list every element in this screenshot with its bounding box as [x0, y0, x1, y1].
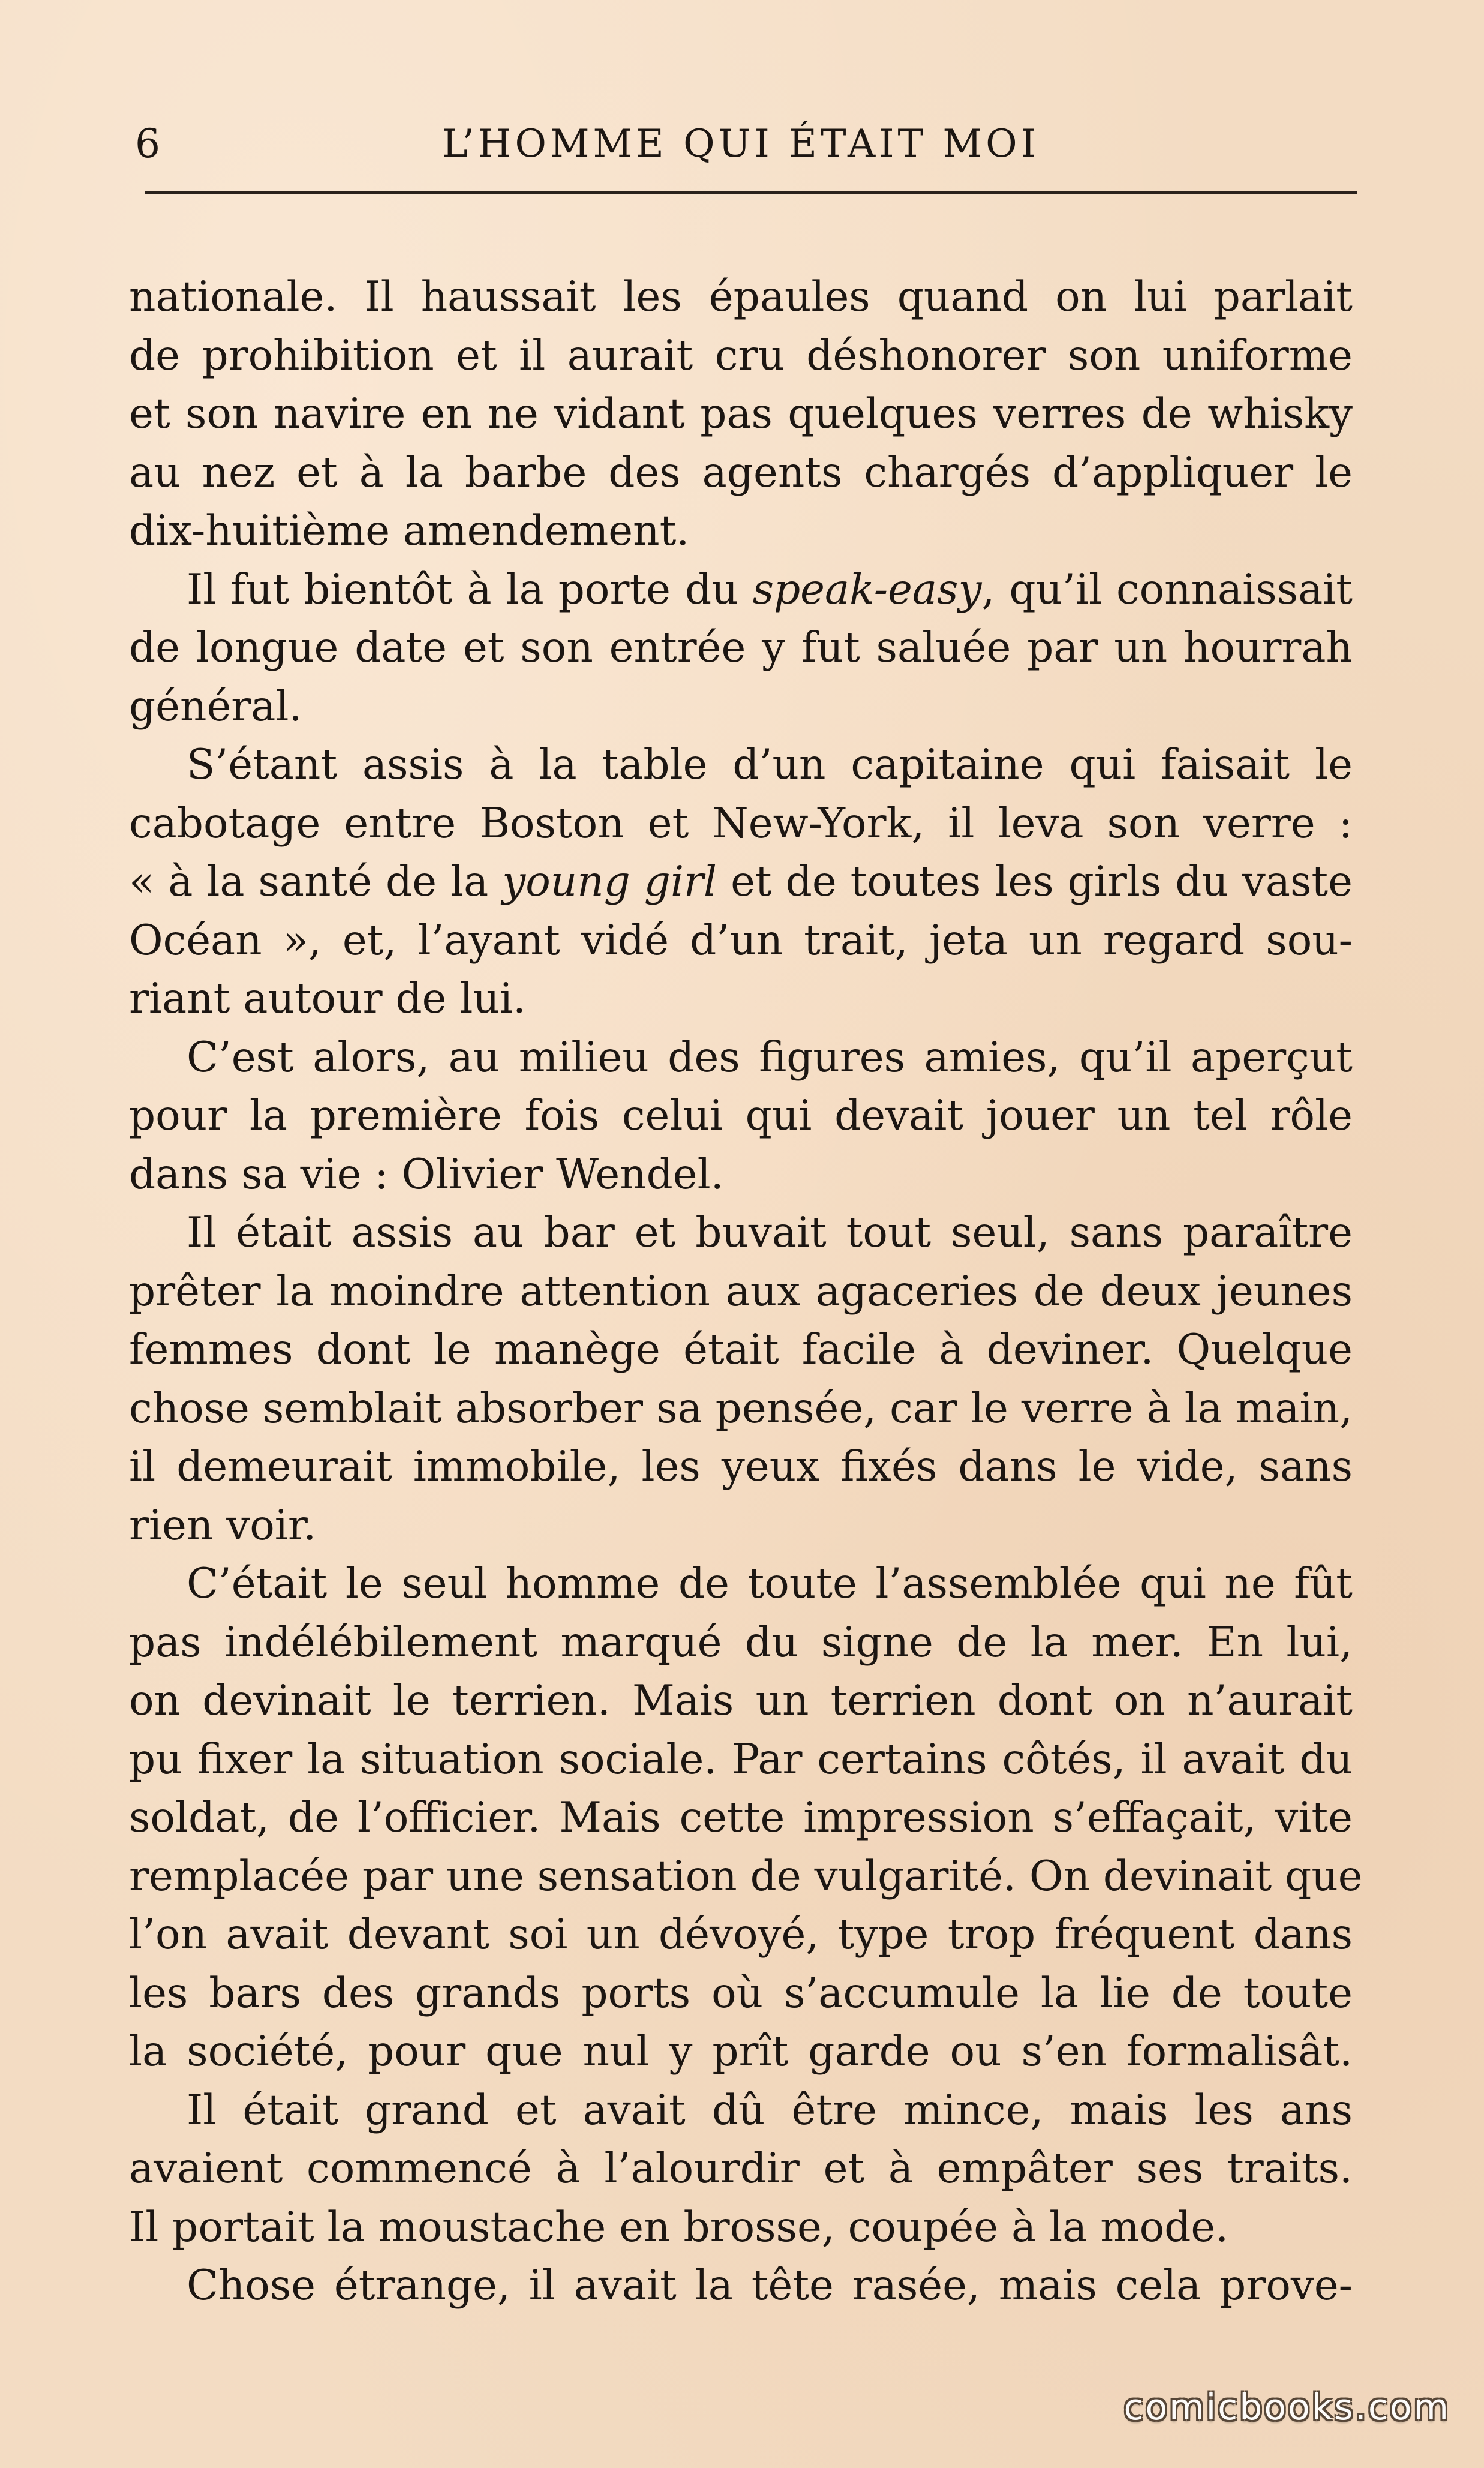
text-line: au nez et à la barbe des agents chargés d’appliquer le [129, 448, 1353, 497]
page-number: 6 [135, 121, 161, 167]
body-text [129, 268, 1363, 2316]
text-line: et son navire en ne vidant pas quelques verres de whisky [129, 390, 1353, 438]
text-line: les bars des grands ports où s’accumule la lie de toute [129, 1969, 1353, 2017]
text-line: soldat, de l’officier. Mais cette impression s’effaçait, vite [129, 1794, 1353, 1842]
text-line: Il portait la moustache en brosse, coupée à la mode. [129, 2203, 1229, 2251]
text-line: Il était assis au bar et buvait tout seul, sans paraître [187, 1209, 1353, 1257]
text-line: cabotage entre Boston et New-York, il leva son verre : [129, 799, 1353, 848]
text-line: dix-huitième amendement. [129, 507, 690, 555]
italic-phrase: speak-easy [752, 565, 982, 614]
header-rule [145, 191, 1357, 194]
text-line: C’était le seul homme de toute l’assemblée qui ne fût [187, 1560, 1353, 1608]
watermark: comicbooks.com [1123, 2386, 1450, 2428]
text-line: il demeurait immobile, les yeux fixés dans le vide, sans [129, 1443, 1353, 1491]
text-line: Il était grand et avait dû être mince, mais les ans [187, 2086, 1353, 2134]
text-line: de longue date et son entrée y fut saluée par un hourrah [129, 624, 1353, 672]
text-line: pas indélébilement marqué du signe de la mer. En lui, [129, 1618, 1353, 1667]
text-line: chose semblait absorber sa pensée, car le verre à la main, [129, 1384, 1353, 1433]
text-line: « à la santé de la young girl et de toutes les girls du vaste [129, 858, 1353, 906]
text-line: de prohibition et il aurait cru déshonorer son uniforme [129, 331, 1353, 380]
text-line: Chose étrange, il avait la tête rasée, mais cela prove- [187, 2262, 1353, 2310]
text-line: Océan », et, l’ayant vidé d’un trait, jeta un regard sou- [129, 916, 1353, 965]
text-line: remplacée par une sensation de vulgarité. On devinait que [129, 1852, 1363, 1900]
text-line: la société, pour que nul y prît garde ou s’en formalisât. [129, 2028, 1353, 2076]
text-line: nationale. Il haussait les épaules quand on lui parlait [129, 273, 1353, 321]
text-line: on devinait le terrien. Mais un terrien dont on n’aurait [129, 1677, 1353, 1725]
italic-phrase: young girl [502, 858, 717, 906]
running-head [123, 111, 1359, 177]
text-line: dans sa vie : Olivier Wendel. [129, 1150, 724, 1199]
text-line: riant autour de lui. [129, 975, 526, 1023]
text-line: avaient commencé à l’alourdir et à empâter ses traits. [129, 2145, 1353, 2193]
text-line: pour la première fois celui qui devait jouer un tel rôle [129, 1092, 1353, 1140]
text-line: prêter la moindre attention aux agaceries de deux jeunes [129, 1267, 1353, 1316]
text-line: pu fixer la situation sociale. Par certains côtés, il avait du [129, 1735, 1353, 1784]
text-line: rien voir. [129, 1501, 317, 1550]
text-line: Il fut bientôt à la porte du speak-easy, qu’il connaissait [187, 565, 1353, 614]
text-line: femmes dont le manège était facile à deviner. Quelque [129, 1326, 1353, 1374]
text-line: S’étant assis à la table d’un capitaine qui faisait le [187, 741, 1353, 789]
text-line: C’est alors, au milieu des figures amies, qu’il aperçut [187, 1033, 1353, 1082]
text-line: l’on avait devant soi un dévoyé, type trop fréquent dans [129, 1911, 1353, 1959]
text-line: général. [129, 682, 302, 731]
book-title: L’HOMME QUI ÉTAIT MOI [442, 122, 1040, 166]
